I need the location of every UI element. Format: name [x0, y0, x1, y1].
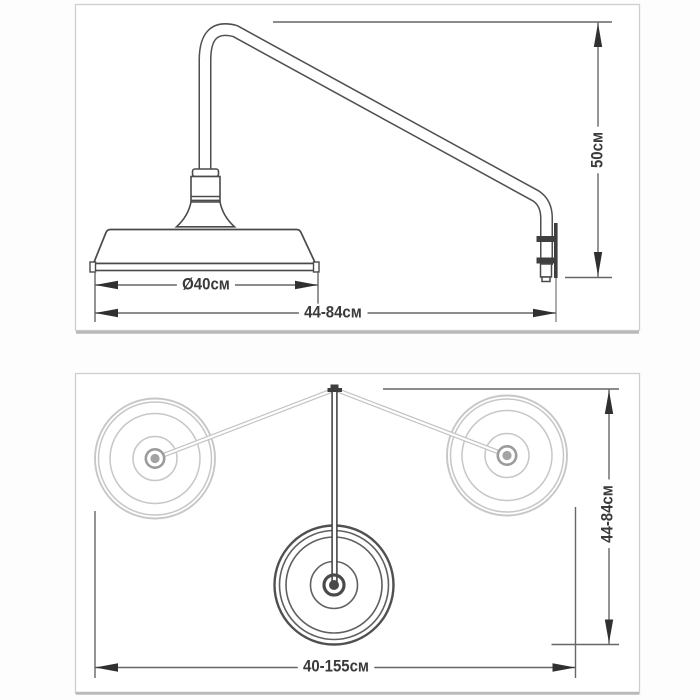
dim-label-shade-diameter: Ø40см — [177, 276, 235, 295]
bracket-finial — [541, 264, 552, 277]
bracket-finial-cap — [542, 277, 550, 282]
bracket-clamp-lower — [537, 258, 558, 264]
side-view-panel-border — [76, 5, 640, 331]
shade-rim-lip-left — [90, 262, 96, 272]
side-view-panel — [76, 5, 640, 333]
lamp-shade — [90, 230, 319, 273]
dim-label-horizontal-reach: 44-84см — [299, 304, 367, 323]
dim-label-wall-reach: 44-84см — [599, 480, 618, 548]
bracket-clamp-upper — [537, 236, 558, 242]
dim-label-vertical-drop: 50см — [589, 127, 608, 174]
hub-left-ghost — [146, 449, 164, 467]
shade-rim-lip-right — [314, 262, 320, 272]
wall-plate — [554, 223, 558, 278]
shade-rim — [91, 264, 318, 271]
hub-right-ghost — [498, 446, 516, 464]
dim-label-swing-width: 40-155см — [298, 658, 375, 677]
top-view-panel-border — [76, 374, 640, 694]
top-view-panel — [76, 374, 640, 694]
